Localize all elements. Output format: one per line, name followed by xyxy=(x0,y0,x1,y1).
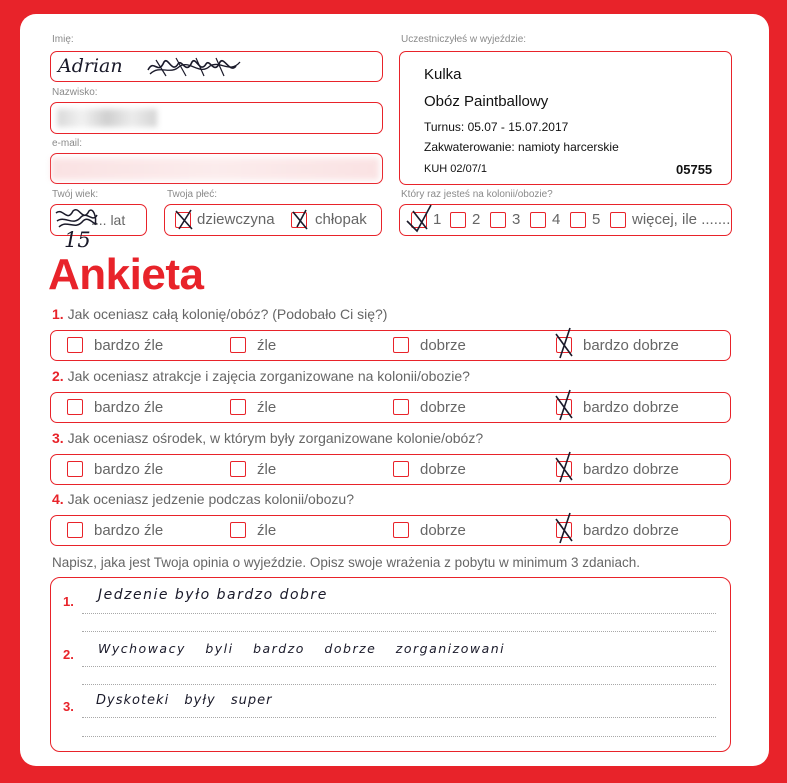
check-x-icon xyxy=(289,207,311,233)
opinion-prompt: Napisz, jaka jest Twoja opinia o wyjeździe. Opisz swoje wrażenia z pobytu w minimum 3 zdaniach. xyxy=(52,555,641,570)
question-number: 3. xyxy=(52,430,64,446)
question-4-text xyxy=(52,491,354,507)
rating-option-label: źle xyxy=(257,522,277,539)
rating-checkbox[interactable] xyxy=(393,461,409,477)
check-x-icon xyxy=(554,332,576,358)
ruled-line xyxy=(82,684,716,685)
ktory-option-4: 4 xyxy=(552,211,561,228)
opinion-box[interactable] xyxy=(50,577,731,752)
ruled-line xyxy=(82,613,716,614)
question-label: Jak oceniasz jedzenie podczas kolonii/obozu? xyxy=(67,491,354,507)
wiek-label: Twój wiek: xyxy=(52,189,99,200)
rating-checkbox[interactable] xyxy=(556,461,572,477)
blurred-email xyxy=(51,158,379,180)
question-label: Jak oceniasz atrakcje i zajęcia zorganizowane na kolonii/obozie? xyxy=(67,368,470,384)
blurred-surname xyxy=(57,109,157,127)
rating-option-label: bardzo źle xyxy=(94,337,164,354)
ktory-checkbox-4[interactable] xyxy=(530,212,546,228)
rating-checkbox[interactable] xyxy=(67,337,83,353)
email-field[interactable] xyxy=(50,153,383,184)
ktory-option-2: 2 xyxy=(472,211,481,228)
ktory-checkbox-5[interactable] xyxy=(570,212,586,228)
trip-box xyxy=(399,51,732,185)
ktory-checkbox-more[interactable] xyxy=(610,212,626,228)
plec-option-dziewczyna: dziewczyna xyxy=(197,211,275,228)
check-x-icon xyxy=(554,517,576,543)
rating-option-label: bardzo dobrze xyxy=(583,522,679,539)
rating-checkbox[interactable] xyxy=(556,399,572,415)
question-3-text xyxy=(52,430,483,446)
dziewczyna-checkbox[interactable] xyxy=(175,212,191,228)
page-title: Ankieta xyxy=(48,250,204,299)
opinion-line-text: Dyskoteki były super xyxy=(96,693,273,708)
wiek-value: 15 xyxy=(64,228,91,252)
question-label: Jak oceniasz ośrodek, w którym były zorganizowane kolonie/obóz? xyxy=(67,430,484,446)
rating-checkbox[interactable] xyxy=(230,337,246,353)
ktory-label: Który raz jesteś na kolonii/obozie? xyxy=(401,189,553,200)
rating-checkbox[interactable] xyxy=(230,522,246,538)
rating-option-label: bardzo źle xyxy=(94,399,164,416)
check-x-icon xyxy=(173,207,195,233)
rating-option-label: bardzo dobrze xyxy=(583,399,679,416)
check-x-icon xyxy=(554,456,576,482)
ktory-checkbox-2[interactable] xyxy=(450,212,466,228)
rating-checkbox[interactable] xyxy=(556,522,572,538)
ruled-line xyxy=(82,717,716,718)
plec-label: Twoja płeć: xyxy=(167,189,218,200)
opinion-line-text: Jedzenie było bardzo dobre xyxy=(98,587,328,603)
trip-turnus: Turnus: 05.07 - 15.07.2017 xyxy=(424,120,569,134)
trip-number: 05755 xyxy=(676,162,713,177)
rating-option-label: bardzo źle xyxy=(94,461,164,478)
ktory-field xyxy=(399,204,732,236)
rating-checkbox[interactable] xyxy=(230,461,246,477)
question-number: 1. xyxy=(52,306,64,322)
trip-label: Uczestniczyłeś w wyjeździe: xyxy=(401,34,527,45)
opinion-line-number: 2. xyxy=(63,647,74,662)
opinion-line-number: 3. xyxy=(63,699,74,714)
ktory-checkbox-3[interactable] xyxy=(490,212,506,228)
rating-option-label: dobrze xyxy=(420,337,466,354)
rating-option-label: źle xyxy=(257,399,277,416)
rating-checkbox[interactable] xyxy=(393,522,409,538)
rating-checkbox[interactable] xyxy=(393,337,409,353)
rating-checkbox[interactable] xyxy=(556,337,572,353)
check-x-icon xyxy=(554,394,576,420)
rating-option-label: bardzo dobrze xyxy=(583,337,679,354)
wiek-suffix: .... lat xyxy=(91,212,126,228)
chlopak-checkbox[interactable] xyxy=(291,212,307,228)
check-x-icon xyxy=(409,207,431,233)
opinion-line-text: Wychowacy byli bardzo dobrze zorganizowani xyxy=(98,641,506,656)
rating-checkbox[interactable] xyxy=(67,399,83,415)
rating-option-label: dobrze xyxy=(420,461,466,478)
question-number: 4. xyxy=(52,491,64,507)
rating-checkbox[interactable] xyxy=(67,461,83,477)
ruled-line xyxy=(82,666,716,667)
ktory-option-5: 5 xyxy=(592,211,601,228)
nazwisko-field[interactable] xyxy=(50,102,383,134)
trip-camp: Obóz Paintballowy xyxy=(424,93,549,110)
ktory-option-more: więcej, ile ....... xyxy=(632,211,731,228)
imie-field[interactable] xyxy=(50,51,383,82)
question-label: Jak oceniasz całą kolonię/obóz? (Podobało Ci się?) xyxy=(67,306,388,322)
rating-checkbox[interactable] xyxy=(230,399,246,415)
trip-name: Kulka xyxy=(424,66,462,83)
ruled-line xyxy=(82,736,716,737)
ruled-line xyxy=(82,631,716,632)
trip-zakwaterowanie: Zakwaterowanie: namioty harcerskie xyxy=(424,140,619,154)
trip-code: KUH 02/07/1 xyxy=(424,163,487,175)
plec-field xyxy=(164,204,382,236)
rating-option-label: dobrze xyxy=(420,399,466,416)
opinion-line-number: 1. xyxy=(63,594,74,609)
rating-option-label: dobrze xyxy=(420,522,466,539)
imie-label: Imię: xyxy=(52,34,74,45)
rating-checkbox[interactable] xyxy=(67,522,83,538)
rating-option-label: bardzo źle xyxy=(94,522,164,539)
imie-value: Adrian xyxy=(58,55,123,77)
ktory-option-3: 3 xyxy=(512,211,521,228)
rating-option-label: bardzo dobrze xyxy=(583,461,679,478)
nazwisko-label: Nazwisko: xyxy=(52,87,98,98)
rating-checkbox[interactable] xyxy=(393,399,409,415)
email-label: e-mail: xyxy=(52,138,83,149)
surname-scribble xyxy=(146,54,246,80)
plec-option-chlopak: chłopak xyxy=(315,211,367,228)
ktory-option-1: 1 xyxy=(433,211,442,228)
ktory-checkbox-1[interactable] xyxy=(411,212,427,228)
question-1-text xyxy=(52,306,387,322)
question-number: 2. xyxy=(52,368,64,384)
question-2-text xyxy=(52,368,470,384)
rating-option-label: źle xyxy=(257,337,277,354)
rating-option-label: źle xyxy=(257,461,277,478)
